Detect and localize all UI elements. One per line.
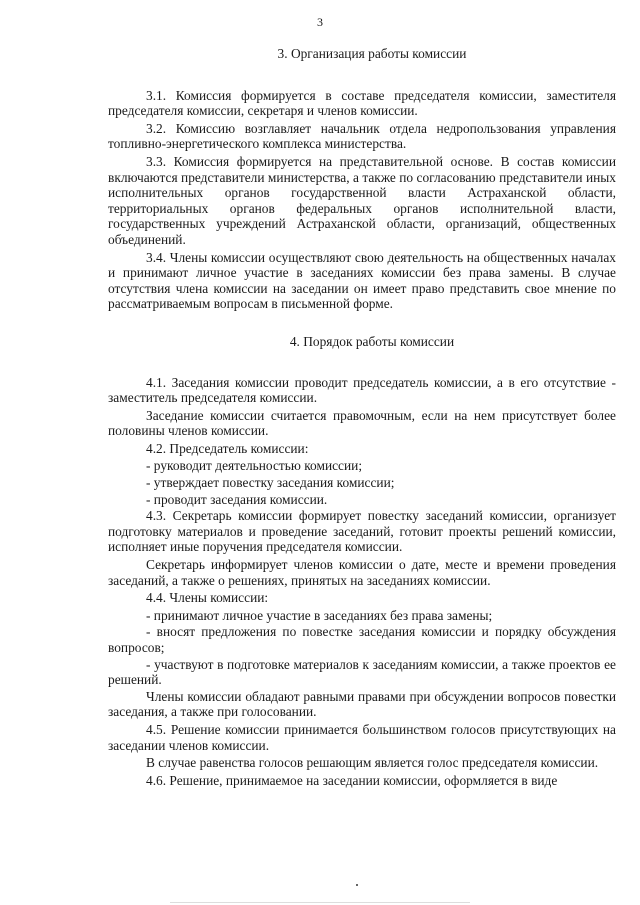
section-4-heading: 4. Порядок работы комиссии bbox=[289, 333, 455, 349]
paragraph-4-5: 4.5. Решение комиссии принимается большинством голосов присутствующих на заседании членов комиссии. bbox=[108, 721, 616, 753]
paragraph-3-4: 3.4. Члены комиссии осуществляют свою деятельность на общественных началах и принимают личное участие в заседаниях комиссии без права замены. В случае отсутствия члена комиссии на заседании он имеет право представить свое мнение по рассматриваемым вопросам в письменной форме. bbox=[108, 249, 616, 312]
paragraph-4-1-quorum: Заседание комиссии считается правомочным, если на нем присутствует более половины членов комиссии. bbox=[108, 407, 616, 439]
list-item: - утверждает повестку заседания комиссии; bbox=[146, 475, 395, 491]
document-body bbox=[108, 46, 616, 790]
paragraph-3-2: 3.2. Комиссию возглавляет начальник отдела недропользования управления топливно-энергетического комплекса министерства. bbox=[108, 120, 616, 152]
paragraph-3-1: 3.1. Комиссия формируется в составе председателя комиссии, заместителя председателя комиссии, секретаря и членов комиссии. bbox=[108, 87, 616, 119]
list-item: - вносят предложения по повестке заседания комиссии и порядку обсуждения вопросов; bbox=[108, 624, 616, 655]
page-number: 3 bbox=[317, 15, 323, 29]
paragraph-4-6: 4.6. Решение, принимаемое на заседании комиссии, оформляется в виде bbox=[146, 772, 558, 788]
paragraph-4-1: 4.1. Заседания комиссии проводит председатель комиссии, а в его отсутствие - заместитель председателя комиссии. bbox=[108, 374, 616, 406]
page-edge bbox=[170, 902, 470, 903]
list-item: - руководит деятельностью комиссии; bbox=[146, 458, 363, 474]
paragraph-4-3-secretary: Секретарь информирует членов комиссии о дате, месте и времени проведения заседаний, а также о решениях, принятых на заседаниях комиссии. bbox=[108, 557, 616, 588]
paragraph-4-4: 4.4. Члены комиссии: bbox=[146, 590, 269, 606]
list-item: - принимают личное участие в заседаниях без права замены; bbox=[146, 607, 493, 623]
list-item: - проводит заседания комиссии. bbox=[146, 491, 328, 507]
section-3-heading: 3. Организация работы комиссии bbox=[277, 46, 467, 61]
list-item: - участвуют в подготовке материалов к заседаниям комиссии, а также проектов ее решений. bbox=[108, 656, 616, 688]
paragraph-3-3: 3.3. Комиссия формируется на представительной основе. В состав комиссии включаются представители министерства, а также по согласованию представители иных исполнительных органов государственной власти Астраханской области, территориальных органов федеральных органов исполнительной власти, государственных учреждений Астраханской области, организаций, общественных объединений. bbox=[108, 153, 616, 247]
paragraph-4-2: 4.2. Председатель комиссии: bbox=[146, 440, 309, 456]
scan-speck bbox=[356, 884, 358, 886]
paragraph-4-3: 4.3. Секретарь комиссии формирует повестку заседаний комиссии, организует подготовку материалов и проведение заседаний, готовит проекты решений комиссии, исполняет иные поручения председателя комиссии. bbox=[108, 508, 616, 555]
paragraph-4-5-tie: В случае равенства голосов решающим является голос председателя комиссии. bbox=[146, 755, 599, 771]
paragraph-4-4-rights: Члены комиссии обладают равными правами при обсуждении вопросов повестки заседания, а также при голосовании. bbox=[108, 688, 616, 720]
